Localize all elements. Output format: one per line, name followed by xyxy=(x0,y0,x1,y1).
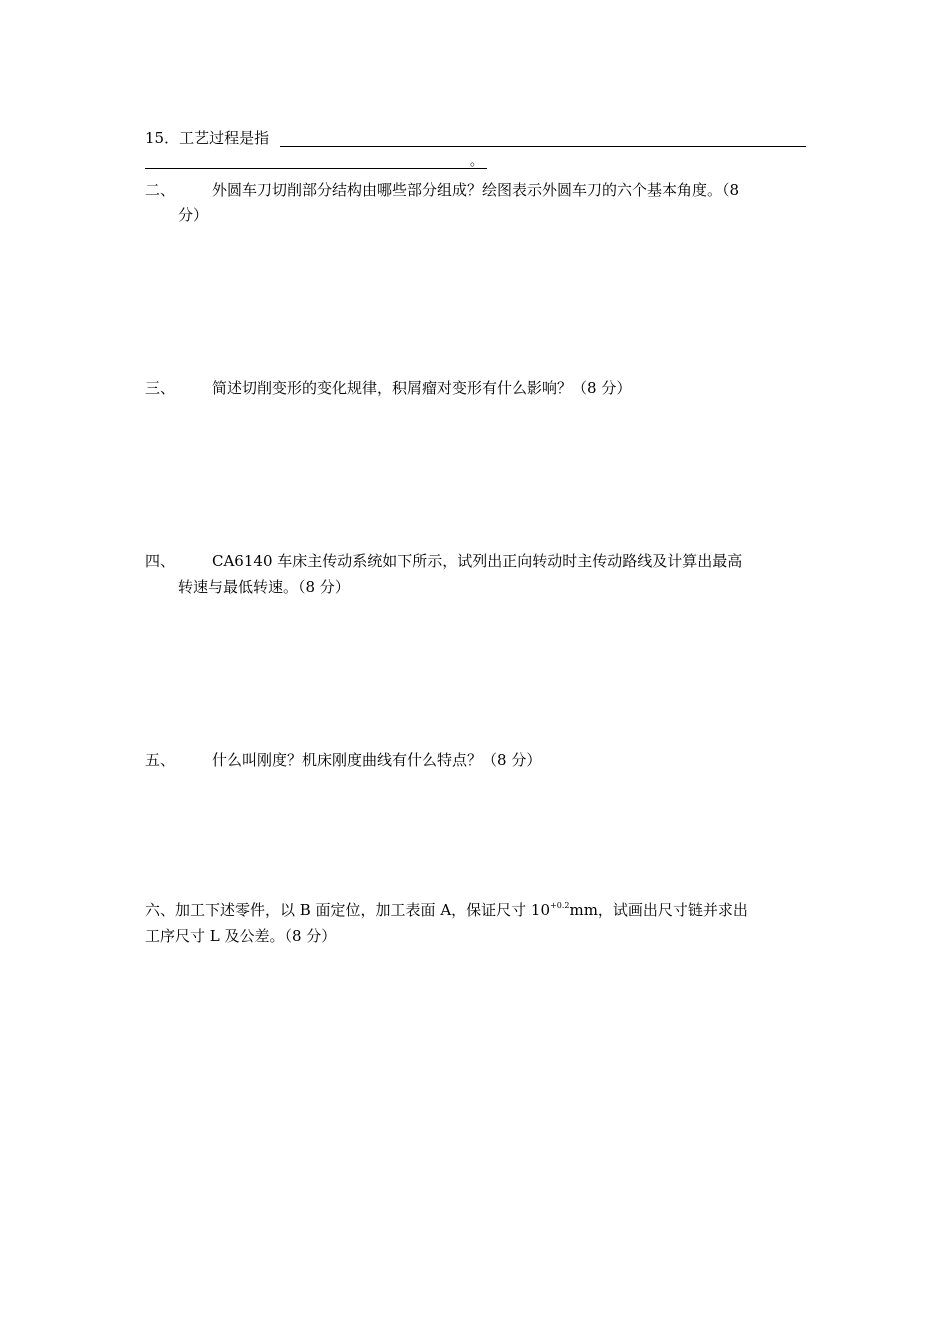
q15-answer-blank-2[interactable] xyxy=(145,168,487,169)
q5-number: 五、 xyxy=(145,751,176,769)
q5-text-line1: 什么叫刚度？机床刚度曲线有什么特点？（8 分） xyxy=(212,751,542,769)
q4-text-line2: 转速与最低转速。（8 分） xyxy=(178,578,350,596)
q3-number: 三、 xyxy=(145,379,176,397)
q2-text-line1: 外圆车刀切削部分结构由哪些部分组成？绘图表示外圆车刀的六个基本角度。（8 xyxy=(212,181,740,199)
q6-text-line1-part1: 六、加工下述零件，以 B 面定位，加工表面 A，保证尺寸 10 xyxy=(145,901,551,919)
q15-answer-blank-1[interactable] xyxy=(280,146,806,147)
q4-text-line1: CA6140 车床主传动系统如下所示，试列出正向转动时主传动路线及计算出最高 xyxy=(212,552,743,570)
q3-text-line1: 简述切削变形的变化规律，积屑瘤对变形有什么影响？（8 分） xyxy=(212,379,632,397)
q2-number: 二、 xyxy=(145,181,176,199)
q15-label: 15．工艺过程是指 xyxy=(145,129,270,147)
q2-text-line2: 分） xyxy=(178,206,209,224)
q6-text-line1 xyxy=(145,900,748,920)
q6-text-line1-part2: mm，试画出尺寸链并求出 xyxy=(569,901,748,919)
q4-number: 四、 xyxy=(145,552,176,570)
q6-tolerance: +0.2 xyxy=(550,901,570,910)
q15-end-mark: 。 xyxy=(470,154,484,169)
q6-text-line2: 工序尺寸 L 及公差。（8 分） xyxy=(145,927,337,945)
